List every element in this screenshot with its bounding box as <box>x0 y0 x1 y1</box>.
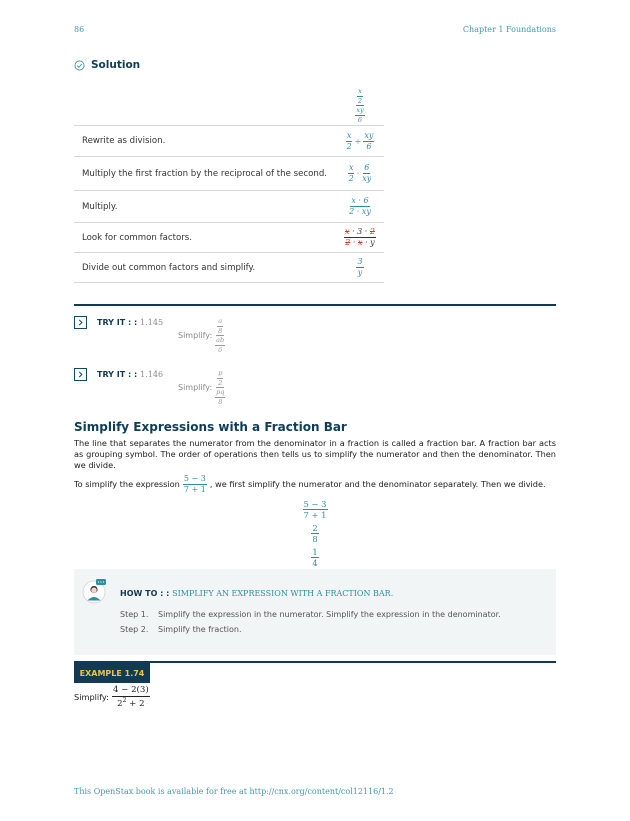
solution-row: Multiply the first fraction by the reciprocal of the second. $\frac{x}{2}$ · $\frac{6}{xy}$ <box>74 157 384 191</box>
chevron-right-icon <box>77 371 84 378</box>
solution-row: Multiply. $\frac{x \cdot 6}{2 \cdot xy}$ <box>74 191 384 223</box>
chevron-right-icon <box>77 319 84 326</box>
footer-note: This OpenStax book is available for free at http://cnx.org/content/col12116/1.2 <box>74 787 394 796</box>
check-circle-icon <box>74 60 85 71</box>
section-title: Simplify Expressions with a Fraction Bar <box>74 420 347 434</box>
page-number: 86 <box>74 25 85 34</box>
how-to-box <box>74 569 556 655</box>
how-to-step: Step 2. Simplify the fraction. <box>120 625 242 634</box>
try-it-1146 <box>74 368 225 406</box>
try-it-problem: Simplify: $\frac{\frac{p}{2}}{\frac{pq}{8}}$ <box>178 369 225 406</box>
try-it-label: TRY IT : : 1.145 <box>97 318 164 327</box>
example-label: EXAMPLE 1.74 <box>74 663 150 683</box>
solution-row: Divide out common factors and simplify. $\frac{3}{y}$ <box>74 253 384 283</box>
fraction-bar-steps: $\frac{5 - 3}{7 + 1}$ $\frac{2}{8}$ $\frac{1}{4}$ <box>303 499 327 569</box>
expand-button[interactable] <box>74 316 87 329</box>
try-it-1145 <box>74 316 225 354</box>
example-problem: Simplify: $\frac{4 - 2(3)}{2^2 + 2}$ <box>74 685 149 709</box>
section-paragraph: The line that separates the numerator from the denominator in a fraction is called a fraction bar. A fraction bar acts as grouping symbol. The order of operations then tells us to simplify the numerator and then the denominator. Then we divide. <box>74 438 556 470</box>
try-it-problem: Simplify: $\frac{\frac{a}{8}}{\frac{ab}{6}}$ <box>178 317 225 354</box>
how-to-step: Step 1. Simplify the expression in the numerator. Simplify the expression in the denominator. <box>120 610 501 619</box>
how-to-title: HOW TO : : SIMPLIFY AN EXPRESSION WITH A FRACTION BAR. <box>120 589 394 598</box>
solution-top-row <box>74 86 384 126</box>
complex-fraction: $\frac{\frac{x}{2}}{\frac{xy}{6}}$ <box>356 87 364 124</box>
try-it-label: TRY IT : : 1.146 <box>97 370 164 379</box>
section-paragraph-2: To simplify the expression $\frac{5 - 3}{7 + 1}$ , we first simplify the numerator and the denominator separately. Then we divide. <box>74 474 546 494</box>
chapter-title: Chapter 1 Foundations <box>462 25 556 34</box>
solution-row: Rewrite as division. $\frac{x}{2}$ ÷ $\frac{xy}{6}$ <box>74 126 384 157</box>
solution-row: Look for common factors. $\frac{x \cdot 3 \cdot 2}{2 \cdot x \cdot y}$ <box>74 223 384 253</box>
expand-button[interactable] <box>74 368 87 381</box>
section-divider <box>74 304 556 306</box>
solution-title: Solution <box>91 59 141 71</box>
solution-table <box>74 86 384 283</box>
solution-heading <box>74 59 140 71</box>
person-icon <box>82 579 106 605</box>
